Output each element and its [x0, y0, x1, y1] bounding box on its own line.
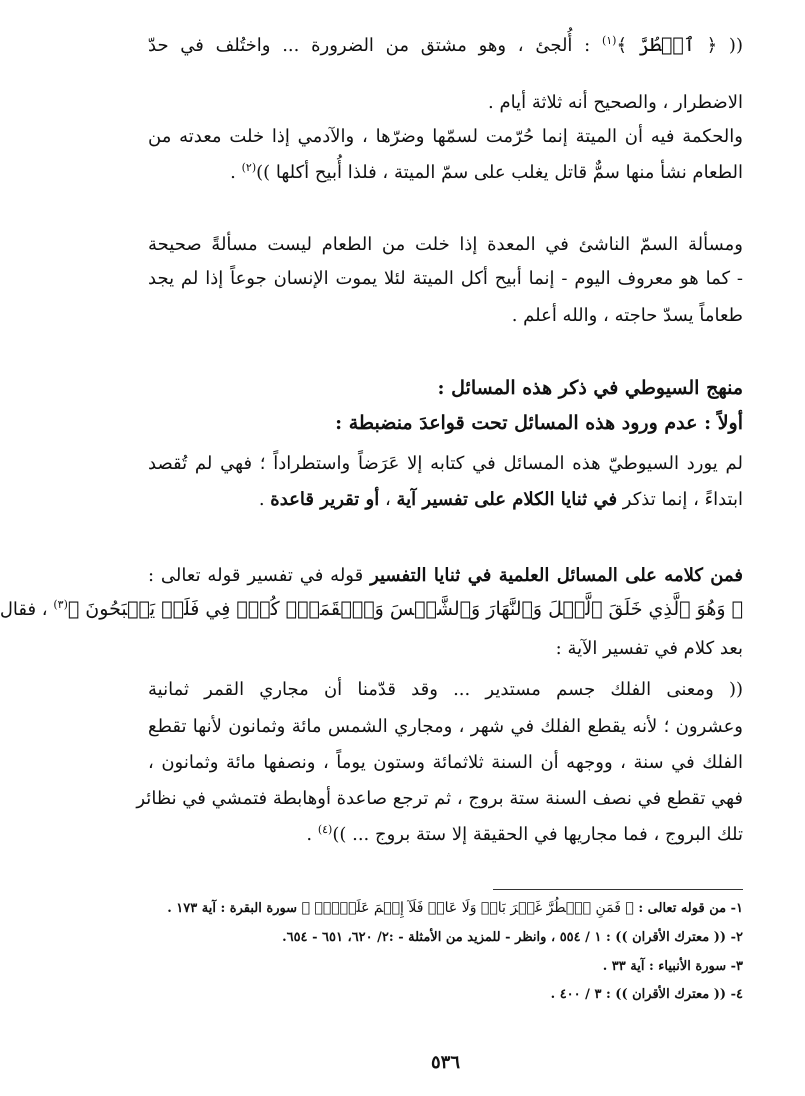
footnote-1: [148, 899, 743, 918]
text-span: قوله في تفسير قوله تعالى :: [148, 565, 371, 586]
text-span: .: [306, 824, 318, 845]
paragraph-line: [0, 596, 743, 623]
footnote-4: ٤- (( معترك الأقران )) : ٣ / ٤٠٠ .: [550, 987, 743, 1002]
paragraph-line: - كما هو معروف اليوم - إنما أبيح أكل الميتة لئلا يموت الإنسان جوعاً إذا لم يجد: [148, 268, 743, 289]
footnote-ref-4: (٤): [317, 823, 333, 836]
quran-word: ٱضۡطُرَّ: [638, 34, 695, 56]
text-span: ﴾: [616, 35, 639, 56]
quran-verse: ﴿ فَمَنِ ٱضۡطُرَّ غَيۡرَ بَاغٖ وَلَا عَادٖ فَلَآ إِثۡمَ عَلَيۡهِۚ ﴾: [301, 900, 634, 916]
footnote-separator: [493, 889, 743, 890]
quote-line: (( ومعنى الفلك جسم مستدير ... وقد قدّمنا أن مجاري القمر ثمانية: [148, 679, 743, 700]
paragraph-line: الاضطرار ، والصحيح أنه ثلاثة أيام .: [488, 92, 743, 113]
footnote-ref-2: (٢): [241, 161, 257, 174]
page-number: ٥٣٦: [430, 1052, 460, 1073]
quote-line: [148, 822, 743, 848]
bold-phrase: في ثنايا الكلام على تفسير آية: [396, 489, 618, 510]
section-subtitle: أولاً : عدم ورود هذه المسائل تحت قواعدَ منضبطة :: [335, 412, 743, 434]
quote-line: الفلك في سنة ، ووجهه أن السنة ثلاثمائة وستون يوماً ، ونصفها مائة وثمانون ،: [148, 752, 743, 773]
section-title: منهج السيوطي في ذكر هذه المسائل :: [437, 377, 743, 399]
footnote-3: ٣- سورة الأنبياء : آية ٣٣ .: [602, 959, 743, 974]
footnote-ref-1: (١): [601, 34, 617, 47]
text-span: ،: [379, 489, 397, 510]
paragraph-line: ومسألة السمّ الناشئ في المعدة إذا خلت من الطعام ليست مسألةً صحيحة: [148, 234, 743, 255]
text-span: تلك البروج ، فما مجاريها في الحقيقة إلا ستة بروج ... )): [332, 824, 743, 845]
paragraph-line: بعد كلام في تفسير الآية :: [555, 638, 743, 659]
text-span: ١- من قوله تعالى :: [633, 901, 743, 916]
footnote-2: ٢- (( معترك الأقران )) : ١ / ٥٥٤ ، وانظر - للمزيد من الأمثلة - :٢/ ٦٢٠، ٦٥١ - ٦٥٤.: [282, 930, 743, 945]
quran-verse: ﴿ وَهُوَ ٱلَّذِي خَلَقَ ٱلَّيۡلَ وَٱلنَّهَارَ وَٱلشَّمۡسَ وَٱلۡقَمَرَۖ كُلّٞ فِي فَلَكٖ يَسۡبَحُونَ ﴾: [67, 598, 743, 620]
quote-line: وعشرون ؛ لأنه يقطع الفلك في شهر ، ومجاري الشمس مائة وثمانون لأنها تقطع: [148, 716, 743, 737]
text-span: .: [258, 489, 271, 510]
bold-phrase: أو تقرير قاعدة: [270, 489, 380, 510]
text-span: سورة البقرة : آية ١٧٣ .: [167, 901, 302, 916]
text-span: ، فقال: [0, 599, 54, 620]
text-span: ابتداءً ، إنما تذكر: [617, 489, 743, 510]
bold-phrase: فمن كلامه على المسائل العلمية في ثنايا التفسير: [370, 565, 744, 586]
text-span: : أُلجئ ، وهو مشتق من الضرورة ... واختُلف في حدّ: [148, 35, 602, 56]
text-span: الطعام نشأ منها سمٌّ قاتل يغلب على سمّ الميتة ، فلذا أُبيح أكلها )): [256, 162, 743, 183]
paragraph-line: [148, 32, 743, 59]
paragraph-line: [148, 487, 743, 513]
footnote-ref-3: (٣): [53, 598, 68, 611]
paragraph-line: لم يورد السيوطيّ هذه المسائل في كتابه إلا عَرَضاً واستطراداً ؛ فهي لم تُقصد: [148, 453, 743, 474]
text-span: (( ﴿: [694, 35, 743, 56]
quote-line: فهي تقطع في نصف السنة ستة بروج ، ثم ترجع صاعدة أوهابطة فتمشي في نظائر: [136, 788, 743, 809]
paragraph-line: [148, 160, 743, 186]
paragraph-line: طعاماً يسدّ حاجته ، والله أعلم .: [511, 305, 743, 326]
paragraph-line: [148, 563, 743, 589]
paragraph-line: والحكمة فيه أن الميتة إنما حُرّمت لسمّها وضرّها ، والآدمي إذا خلت معدته من: [148, 126, 743, 147]
text-span: .: [230, 162, 242, 183]
